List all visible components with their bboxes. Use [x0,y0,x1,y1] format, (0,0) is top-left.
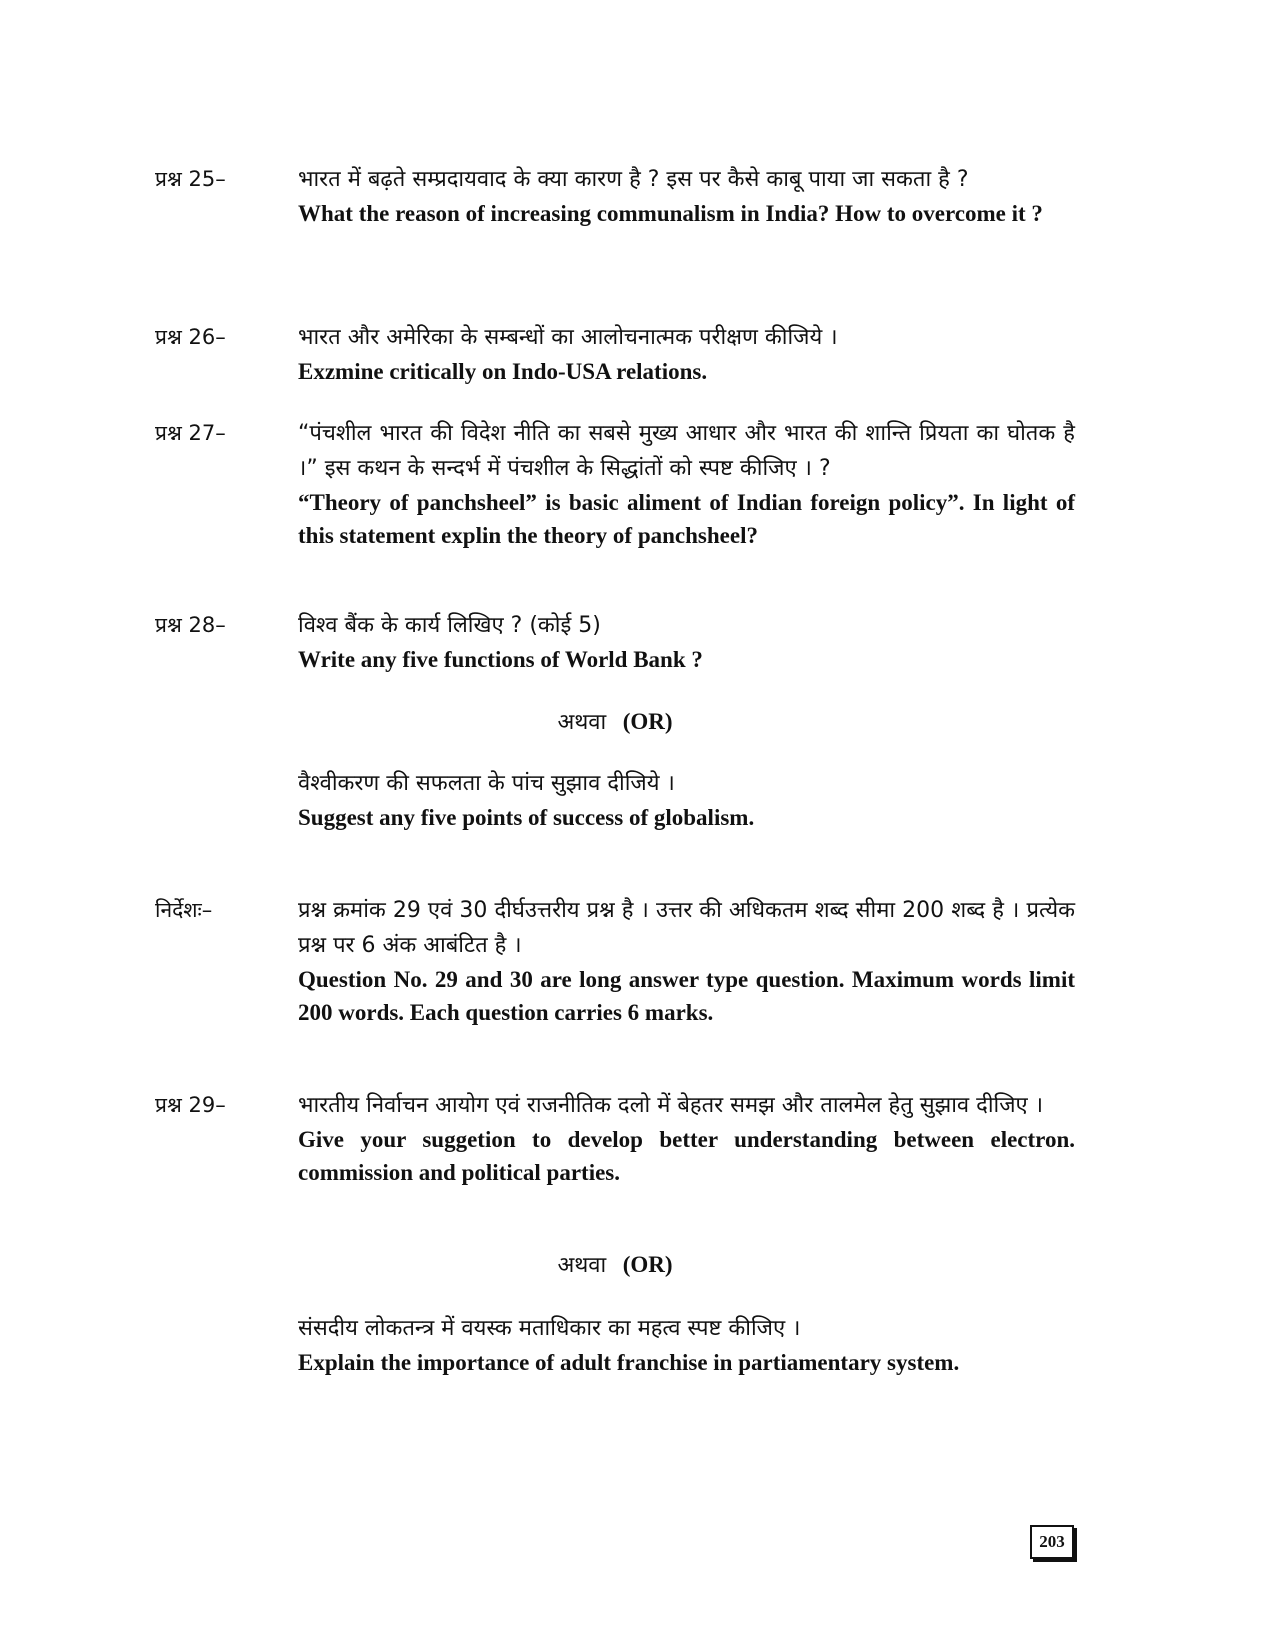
question-english-text: What the reason of increasing communalism in India? How to overcome it ? [298,201,1043,226]
question-label: प्रश्न 29– [155,1093,226,1117]
question-29-alternative [155,1311,1075,1379]
question-25 [155,162,1075,230]
instruction-hindi-text: प्रश्न क्रमांक 29 एवं 30 दीर्घउत्तरीय प्रश्न है । उत्तर की अधिकतम शब्द सीमा 200 शब्द है । प्रत्येक प्रश्न पर 6 अंक आबंटित है । [298,898,1075,958]
or-english: (OR) [622,1252,673,1277]
question-label: प्रश्न 26– [155,325,226,349]
question-label: प्रश्न 27– [155,421,226,445]
question-29 [155,1088,1075,1189]
question-28 [155,608,1075,676]
alternative-english-text: Suggest any five points of success of globalism. [298,805,755,830]
or-divider [155,705,1075,740]
question-english-text: Give your suggetion to develop better understanding between electron. commission and political parties. [298,1127,1075,1185]
or-english: (OR) [622,709,673,734]
instruction-english-text: Question No. 29 and 30 are long answer type question. Maximum words limit 200 words. Each question carries 6 marks. [298,967,1075,1025]
question-hindi-text: “पंचशील भारत की विदेश नीति का सबसे मुख्य आधार और भारत की शान्ति प्रियता का घोतक है ।” इस कथन के सन्दर्भ में पंचशील के सिद्धांतों को स्पष्ट कीजिए । ? [298,421,1075,481]
question-26 [155,320,1075,388]
page-number: 203 [1030,1525,1074,1559]
question-hindi-text: भारत में बढ़ते सम्प्रदायवाद के क्या कारण है ? इस पर कैसे काबू पाया जा सकता है ? [298,167,969,192]
question-label: प्रश्न 25– [155,167,226,191]
instruction-label: निर्देशः– [155,898,213,922]
question-28-alternative [155,766,1075,834]
or-hindi: अथवा [557,1253,607,1278]
question-english-text: Exzmine critically on Indo-USA relations. [298,359,708,384]
question-hindi-text: विश्व बैंक के कार्य लिखिए ? (कोई 5) [298,613,601,638]
alternative-english-text: Explain the importance of adult franchise in partiamentary system. [298,1350,960,1375]
question-hindi-text: भारतीय निर्वाचन आयोग एवं राजनीतिक दलो में बेहतर समझ और तालमेल हेतु सुझाव दीजिए । [298,1093,1044,1118]
question-label: प्रश्न 28– [155,613,226,637]
or-divider [155,1248,1075,1283]
question-27 [155,416,1075,552]
instruction-block [155,893,1075,1029]
question-english-text: Write any five functions of World Bank ? [298,647,703,672]
alternative-hindi-text: संसदीय लोकतन्त्र में वयस्क मताधिकार का महत्व स्पष्ट कीजिए । [298,1316,801,1341]
alternative-hindi-text: वैश्वीकरण की सफलता के पांच सुझाव दीजिये । [298,771,675,796]
or-hindi: अथवा [557,710,607,735]
question-english-text: “Theory of panchsheel” is basic aliment of Indian foreign policy”. In light of this statement explin the theory of panchsheel? [298,490,1075,548]
question-hindi-text: भारत और अमेरिका के सम्बन्धों का आलोचनात्मक परीक्षण कीजिये । [298,325,838,350]
